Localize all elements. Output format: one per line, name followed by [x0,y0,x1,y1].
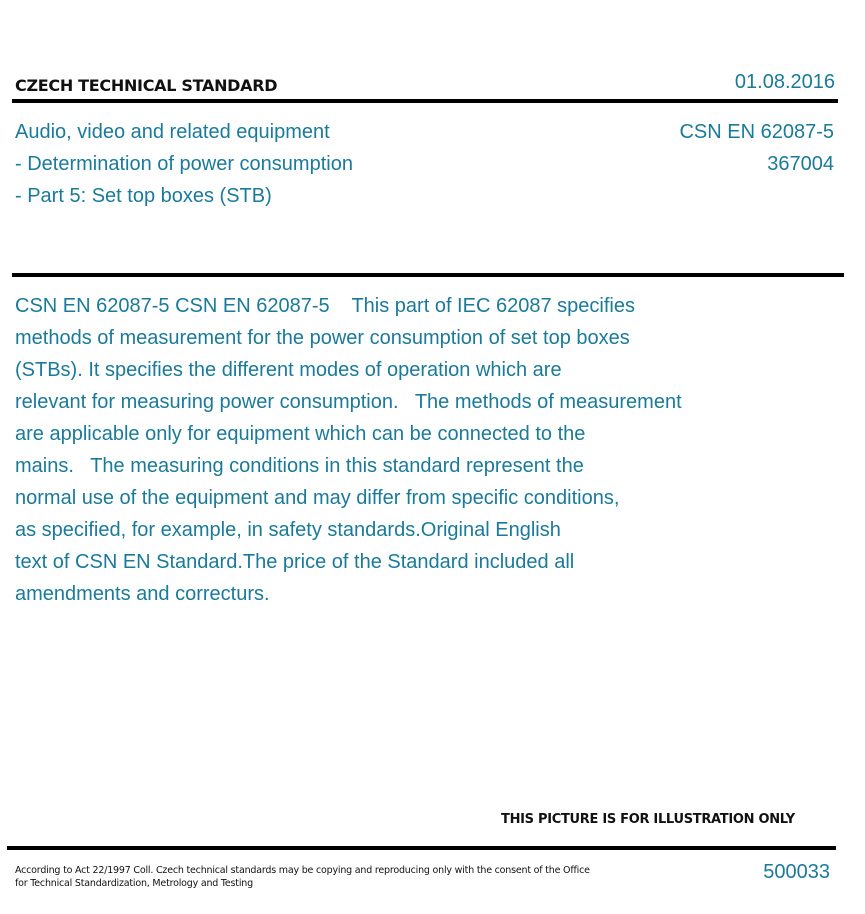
standard-codes [679,116,834,180]
abstract-line: CSN EN 62087-5 CSN EN 62087-5 This part of IEC 62087 specifies [15,295,635,317]
abstract-line: relevant for measuring power consumption. The methods of measurement [15,391,682,413]
abstract-line: amendments and correcturs. [15,583,270,605]
section-divider [12,273,844,277]
abstract-line: mains. The measuring conditions in this standard represent the [15,455,584,477]
abstract-line: methods of measurement for the power consumption of set top boxes [15,327,630,349]
abstract-line: text of CSN EN Standard.The price of the Standard included all [15,551,575,573]
abstract-line: are applicable only for equipment which can be connected to the [15,423,586,445]
legal-notice-line: According to Act 22/1997 Coll. Czech technical standards may be copying and reproducing only with the consent of the Office [15,865,590,876]
standard-title [15,116,353,212]
standard-title-line: - Part 5: Set top boxes (STB) [15,185,272,207]
abstract-line: normal use of the equipment and may differ from specific conditions, [15,487,620,509]
abstract-line: (STBs). It specifies the different modes of operation which are [15,359,562,381]
header-divider [12,99,838,103]
standard-designation: CSN EN 62087-5 [679,121,834,143]
product-code: 500033 [763,861,830,883]
abstract-text [15,290,755,610]
abstract-line: as specified, for example, in safety standards.Original English [15,519,561,541]
document-type-heading: CZECH TECHNICAL STANDARD [15,76,278,95]
legal-notice-line: for Technical Standardization, Metrology and Testing [15,878,253,889]
standard-title-line: Audio, video and related equipment [15,121,330,143]
catalog-number: 367004 [767,153,834,175]
illustration-notice: THIS PICTURE IS FOR ILLUSTRATION ONLY [501,812,795,827]
standard-title-line: - Determination of power consumption [15,153,353,175]
publication-date: 01.08.2016 [734,71,835,93]
footer-divider [7,846,836,850]
legal-notice [15,864,590,890]
